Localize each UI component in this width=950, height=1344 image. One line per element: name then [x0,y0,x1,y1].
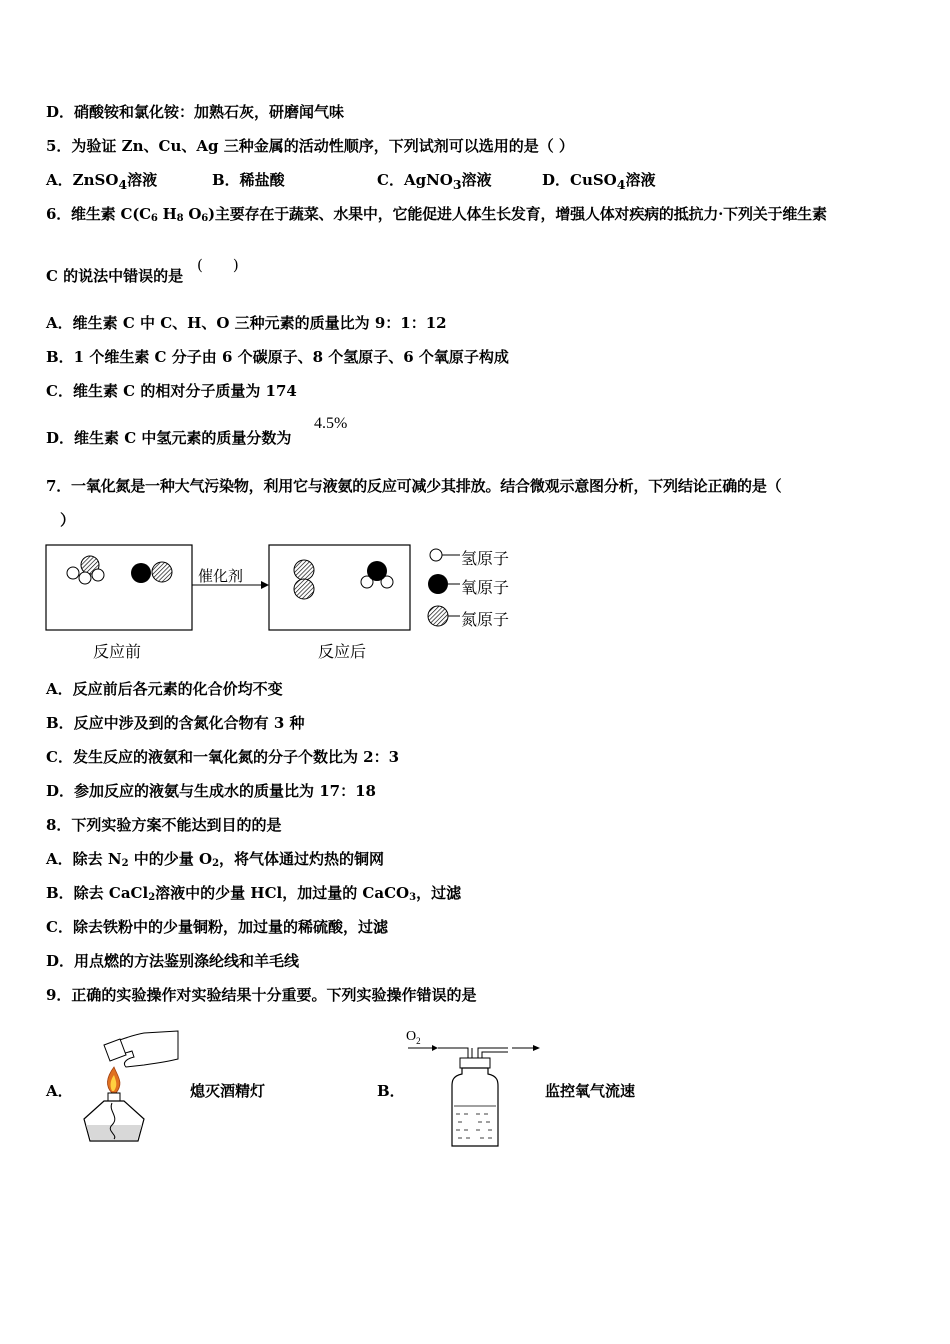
q7a-text: A．反应前后各元素的化合价均不变 [46,680,283,698]
q8a-3: ，将气体通过灼热的铜网 [219,850,385,868]
q6-d: )主要存在于蔬菜、水果中，它能促进人体生长发育，增强人体对疾病的抵抗力·下列关于维生素 [208,205,827,223]
q5-stem [46,136,574,156]
q5d-sub: 4 [616,177,626,192]
q5c-pre: C．AgNO [377,171,453,189]
q5a-pre: A．ZnSO [46,171,119,189]
q8b-1: B．除去 CaCl [46,884,149,902]
q5-text: 5．为验证 Zn、Cu、Ag 三种金属的活动性顺序，下列试剂可以选用的是（ ） [46,137,574,155]
q6-a: 6．维生素 C(C [46,205,151,223]
before-box [46,545,192,630]
q4-option-d [46,102,344,122]
q6-option-a [46,313,447,333]
q5-option-a [46,170,157,195]
q7-option-c [46,747,399,767]
q9-option-a-text: 熄灭酒精灯 [190,1082,266,1100]
legend-nitrogen-icon [428,606,460,626]
q7-text: 7．一氧化氮是一种大气污染物，利用它与液氨的反应可减少其排放。结合微观示意图分析，下列结论正确的是（ [46,477,782,495]
q6d-percent: 4.5% [314,415,348,432]
q5a-sub: 4 [118,177,128,192]
nitric-oxide-molecule [131,562,172,583]
q7-option-a [46,679,283,699]
q7b-text: B．反应中涉及到的含氮化合物有 3 种 [46,714,305,732]
q9-option-a-label: A． [46,1082,73,1100]
q7-option-b [46,713,305,733]
q4d-text: D．硝酸铵和氯化铵：加熟石灰，研磨闻气味 [46,103,345,121]
q5b-text: B．稀盐酸 [212,171,285,189]
q5-option-c [377,170,492,195]
q6-line2: C 的说法中错误的是 [46,267,184,285]
legend-hydrogen-label: 氢原子 [461,549,510,568]
q9-text: 9．正确的实验操作对实验结果十分重要。下列实验操作错误的是 [46,986,477,1004]
q7-stem-close [60,510,75,530]
q6-option-c [46,381,297,401]
q5d-post: 溶液 [625,171,656,189]
q8-option-d [46,951,299,971]
q7-option-d [46,781,376,801]
arrow-head [261,581,269,589]
q8a-1: A．除去 N [46,850,122,868]
q6d-text: D．维生素 C 中氢元素的质量分数为 [46,429,292,447]
q8-option-b [46,883,461,908]
q6-s1: 6 [150,213,158,224]
q8d-text: D．用点燃的方法鉴别涤纶线和羊毛线 [46,952,300,970]
q8a-s1: 2 [121,858,129,869]
q6-c: O [183,205,202,223]
bottle-stopper-icon [460,1058,490,1068]
q6-s3: 6 [201,213,209,224]
q7c-text: C．发生反应的液氨和一氧化氮的分子个数比为 2：3 [46,748,400,766]
q5-option-b [212,170,285,190]
q6c-text: C．维生素 C 的相对分子质量为 174 [46,382,297,400]
q6-stem-line1 [46,204,827,229]
q8b-2: 溶液中的少量 HCl，加过量的 CaCO [155,884,410,902]
bottle-icon [452,1068,498,1146]
q5a-post: 溶液 [127,171,158,189]
q8b-s1: 2 [148,892,156,903]
q6-option-d [46,428,291,448]
legend-nitrogen-label: 氮原子 [461,610,510,629]
legend-hydrogen-icon [430,549,460,561]
q9-option-b-label: B． [377,1082,405,1100]
before-label: 反应前 [93,642,142,661]
q9-option-b-text: 监控氧气流速 [545,1082,636,1100]
q8-stem [46,815,281,835]
q8b-s2: 3 [409,892,417,903]
q5d-pre: D．CuSO [542,171,617,189]
water-molecule [361,561,393,588]
q6b-text: B．1 个维生素 C 分子由 6 个碳原子、8 个氢原子、6 个氧原子构成 [46,348,509,366]
q6-s2: 8 [176,213,184,224]
q8c-text: C．除去铁粉中的少量铜粉，加过量的稀硫酸，过滤 [46,918,388,936]
nitrogen-molecule [294,560,314,599]
q7-stem [46,476,781,496]
q6-answer-paren: ( ) [197,256,239,274]
q8-option-a [46,849,384,874]
q7d-text: D．参加反应的液氨与生成水的质量比为 17：18 [46,782,376,800]
q8-option-c [46,917,388,937]
o2-label: $O_2$ [406,1029,421,1046]
q6-stem-line2 [46,266,183,286]
q8b-3: ，过滤 [416,884,462,902]
q6-option-b [46,347,509,367]
q5c-sub: 3 [452,177,462,192]
alcohol-lamp-illustration [74,1025,184,1145]
after-label: 反应后 [318,642,367,661]
legend-oxygen-icon [428,574,460,594]
q9-stem [46,985,476,1005]
q8a-2: 中的少量 O [128,850,213,868]
q5-option-d [542,170,655,195]
catalyst-label: 催化剂 [198,567,244,585]
q5c-post: 溶液 [461,171,492,189]
q8-text: 8．下列实验方案不能达到目的的是 [46,816,282,834]
gas-bottle-illustration [400,1022,550,1152]
ammonia-molecule [67,556,104,584]
legend-oxygen-label: 氧原子 [461,578,510,597]
q6-b: H [157,205,177,223]
q6a-text: A．维生素 C 中 C、H、O 三种元素的质量比为 9：1：12 [46,314,447,332]
q7-close: ） [60,511,76,529]
q8a-s2: 2 [212,858,220,869]
